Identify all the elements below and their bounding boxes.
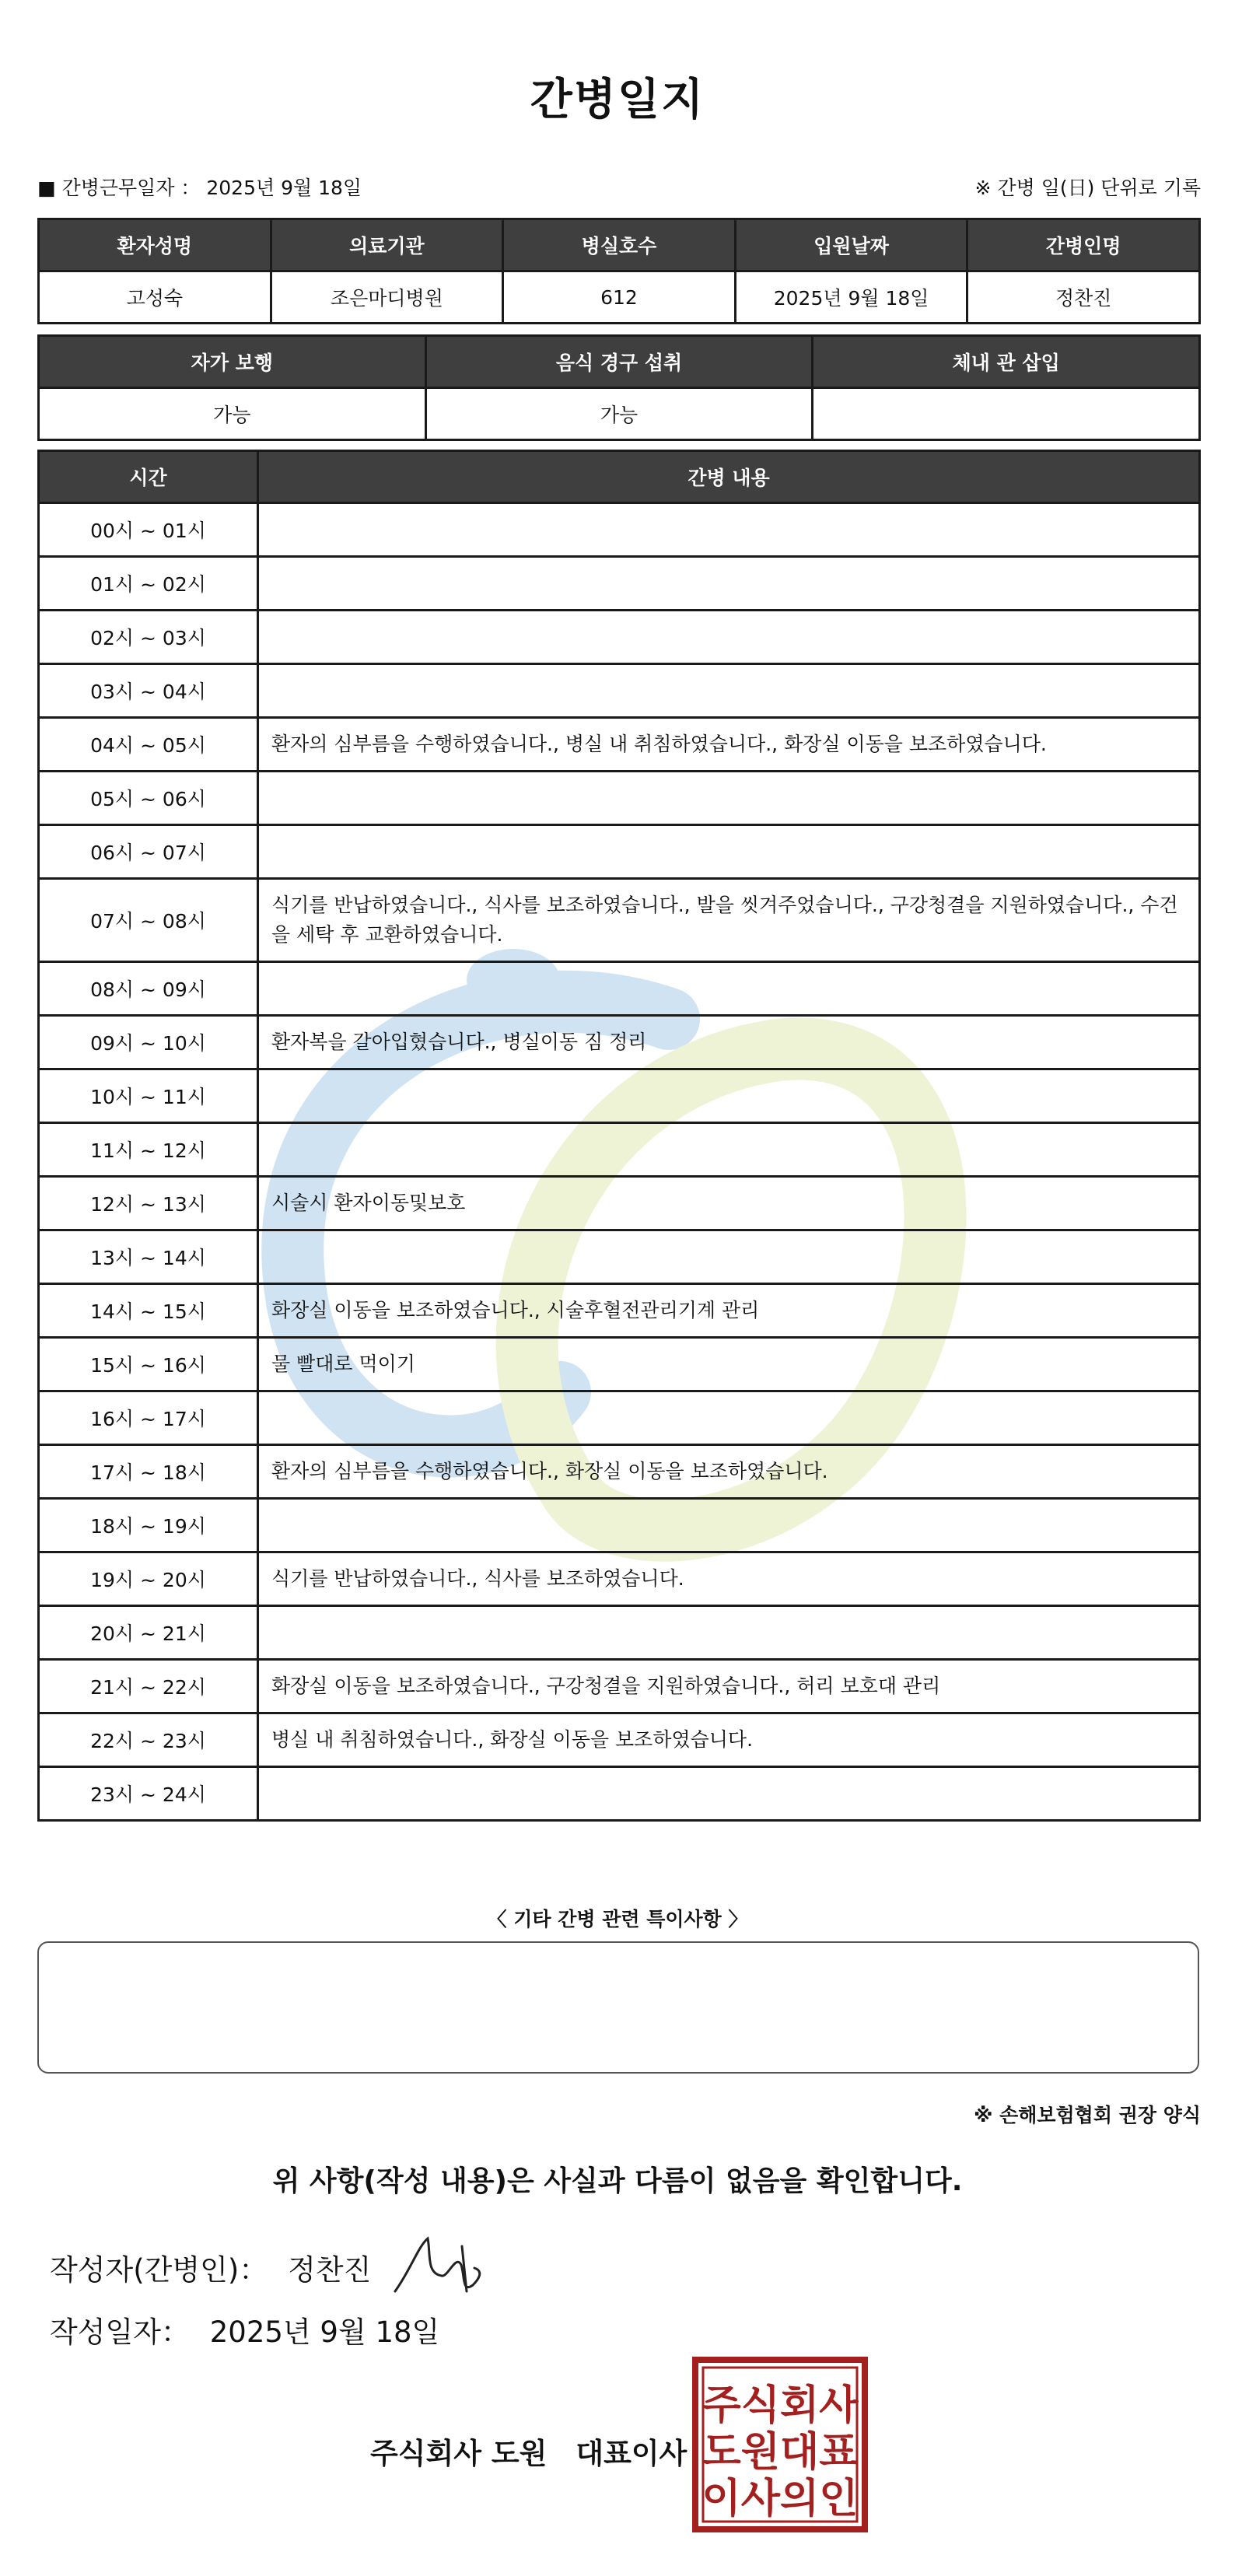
walking-status: 가능 [39,388,426,440]
content-cell: 환자의 심부름을 수행하였습니다., 화장실 이동을 보조하였습니다. [258,1445,1200,1499]
table-row [39,1445,1200,1499]
content-cell [258,1069,1200,1123]
written-date-label: 작성일자： [50,2315,190,2349]
document-title: 간병일지 [530,75,705,125]
time-cell: 20시 ~ 21시 [39,1606,258,1660]
patient-name: 고성숙 [39,271,271,324]
time-cell: 05시 ~ 06시 [39,772,258,825]
content-cell [258,1230,1200,1284]
time-cell: 12시 ~ 13시 [39,1177,258,1230]
company-seal [692,2357,868,2532]
writer-line [50,2246,371,2288]
header-room: 병실호수 [503,219,736,271]
content-cell [258,664,1200,718]
patient-info-table [37,218,1201,324]
header-caregiver: 간병인명 [967,219,1200,271]
table-row [39,1552,1200,1606]
content-cell [258,1606,1200,1660]
admission-date: 2025년 9월 18일 [735,271,967,324]
time-cell: 21시 ~ 22시 [39,1660,258,1713]
time-cell: 18시 ~ 19시 [39,1499,258,1552]
table-row [39,1660,1200,1713]
svg-text:주식회사: 주식회사 [701,2382,859,2429]
signature [387,2231,496,2301]
time-cell: 07시 ~ 08시 [39,879,258,962]
table-row [39,1069,1200,1123]
header-admission-date: 입원날짜 [735,219,967,271]
tube-status [813,388,1200,440]
status-value-row [39,388,1200,440]
table-row [39,503,1200,557]
table-row [39,1016,1200,1069]
table-row [39,1606,1200,1660]
header-hospital: 의료기관 [271,219,503,271]
time-cell: 23시 ~ 24시 [39,1767,258,1821]
written-date-line [50,2308,439,2350]
time-cell: 00시 ~ 01시 [39,503,258,557]
time-cell: 03시 ~ 04시 [39,664,258,718]
time-cell: 13시 ~ 14시 [39,1230,258,1284]
time-cell: 14시 ~ 15시 [39,1284,258,1338]
content-cell [258,825,1200,879]
time-cell: 19시 ~ 20시 [39,1552,258,1606]
time-cell: 10시 ~ 11시 [39,1069,258,1123]
svg-text:이사의인: 이사의인 [701,2476,859,2522]
content-cell: 병실 내 취침하였습니다., 화장실 이동을 보조하였습니다. [258,1713,1200,1767]
header-time: 시간 [39,451,258,503]
table-row [39,1284,1200,1338]
table-row [39,1499,1200,1552]
content-cell: 환자의 심부름을 수행하였습니다., 병실 내 취침하였습니다., 화장실 이동을 보조하였습니다. [258,718,1200,772]
content-cell [258,611,1200,664]
care-header-row [39,451,1200,503]
form-note: ※ 손해보험협회 권장 양식 [974,2104,1201,2126]
content-cell: 화장실 이동을 보조하였습니다., 시술후혈전관리기계 관리 [258,1284,1200,1338]
patient-status-table [37,334,1201,441]
work-date [37,173,362,201]
time-cell: 06시 ~ 07시 [39,825,258,879]
header-patient-name: 환자성명 [39,219,271,271]
info-value-row [39,271,1200,324]
table-row [39,1767,1200,1821]
table-row [39,879,1200,962]
content-cell [258,1123,1200,1177]
table-row [39,611,1200,664]
notes-title: 〈 기타 간병 관련 특이사항 〉 [487,1908,748,1930]
table-row [39,825,1200,879]
table-row [39,962,1200,1016]
content-cell [258,772,1200,825]
time-cell: 22시 ~ 23시 [39,1713,258,1767]
time-cell: 15시 ~ 16시 [39,1338,258,1391]
content-cell [258,1767,1200,1821]
caregiver-name: 정찬진 [967,271,1200,324]
time-cell: 17시 ~ 18시 [39,1445,258,1499]
table-row [39,1123,1200,1177]
content-cell [258,557,1200,611]
content-cell [258,1499,1200,1552]
table-row [39,1338,1200,1391]
room-number: 612 [503,271,736,324]
header-oral-intake: 음식 경구 섭취 [425,336,813,388]
confirmation-statement: 위 사항(작성 내용)은 사실과 다름이 없음을 확인합니다. [272,2165,963,2197]
content-cell [258,1391,1200,1445]
content-cell [258,962,1200,1016]
header-care-content: 간병 내용 [258,451,1200,503]
content-cell: 식기를 반납하였습니다., 식사를 보조하였습니다., 발을 씻겨주었습니다., 구강청결을 지원하였습니다., 수건을 세탁 후 교환하였습니다. [258,879,1200,962]
writer-label: 작성자(간병인)： [50,2253,268,2287]
table-row [39,664,1200,718]
time-cell: 01시 ~ 02시 [39,557,258,611]
time-cell: 16시 ~ 17시 [39,1391,258,1445]
time-cell: 04시 ~ 05시 [39,718,258,772]
content-cell: 물 빨대로 먹이기 [258,1338,1200,1391]
table-row [39,1713,1200,1767]
header-tube: 체내 관 삽입 [813,336,1200,388]
time-cell: 09시 ~ 10시 [39,1016,258,1069]
written-date-value: 2025년 9월 18일 [209,2315,440,2349]
unit-note: ※ 간병 일(日) 단위로 기록 [974,177,1201,199]
table-row [39,1230,1200,1284]
table-row [39,557,1200,611]
care-log-table [37,450,1201,1822]
status-header-row [39,336,1200,388]
content-cell: 환자복을 갈아입혔습니다., 병실이동 짐 정리 [258,1016,1200,1069]
table-row [39,772,1200,825]
time-cell: 11시 ~ 12시 [39,1123,258,1177]
time-cell: 08시 ~ 09시 [39,962,258,1016]
writer-name: 정찬진 [288,2253,372,2287]
work-date-value: 2025년 9월 18일 [206,177,362,199]
time-cell: 02시 ~ 03시 [39,611,258,664]
company-representative: 주식회사 도원 대표이사 [370,2437,687,2470]
notes-box [37,1941,1199,2074]
table-row [39,1177,1200,1230]
content-cell: 화장실 이동을 보조하였습니다., 구강청결을 지원하였습니다., 허리 보호대 관리 [258,1660,1200,1713]
svg-text:도원대표: 도원대표 [701,2429,859,2476]
oral-intake-status: 가능 [425,388,813,440]
hospital-name: 조은마디병원 [271,271,503,324]
work-date-label: ■ 간병근무일자 ： [37,177,201,199]
content-cell: 시술시 환자이동및보호 [258,1177,1200,1230]
table-row [39,1391,1200,1445]
table-row [39,718,1200,772]
content-cell: 식기를 반납하였습니다., 식사를 보조하였습니다. [258,1552,1200,1606]
content-cell [258,503,1200,557]
info-header-row [39,219,1200,271]
header-walking: 자가 보행 [39,336,426,388]
